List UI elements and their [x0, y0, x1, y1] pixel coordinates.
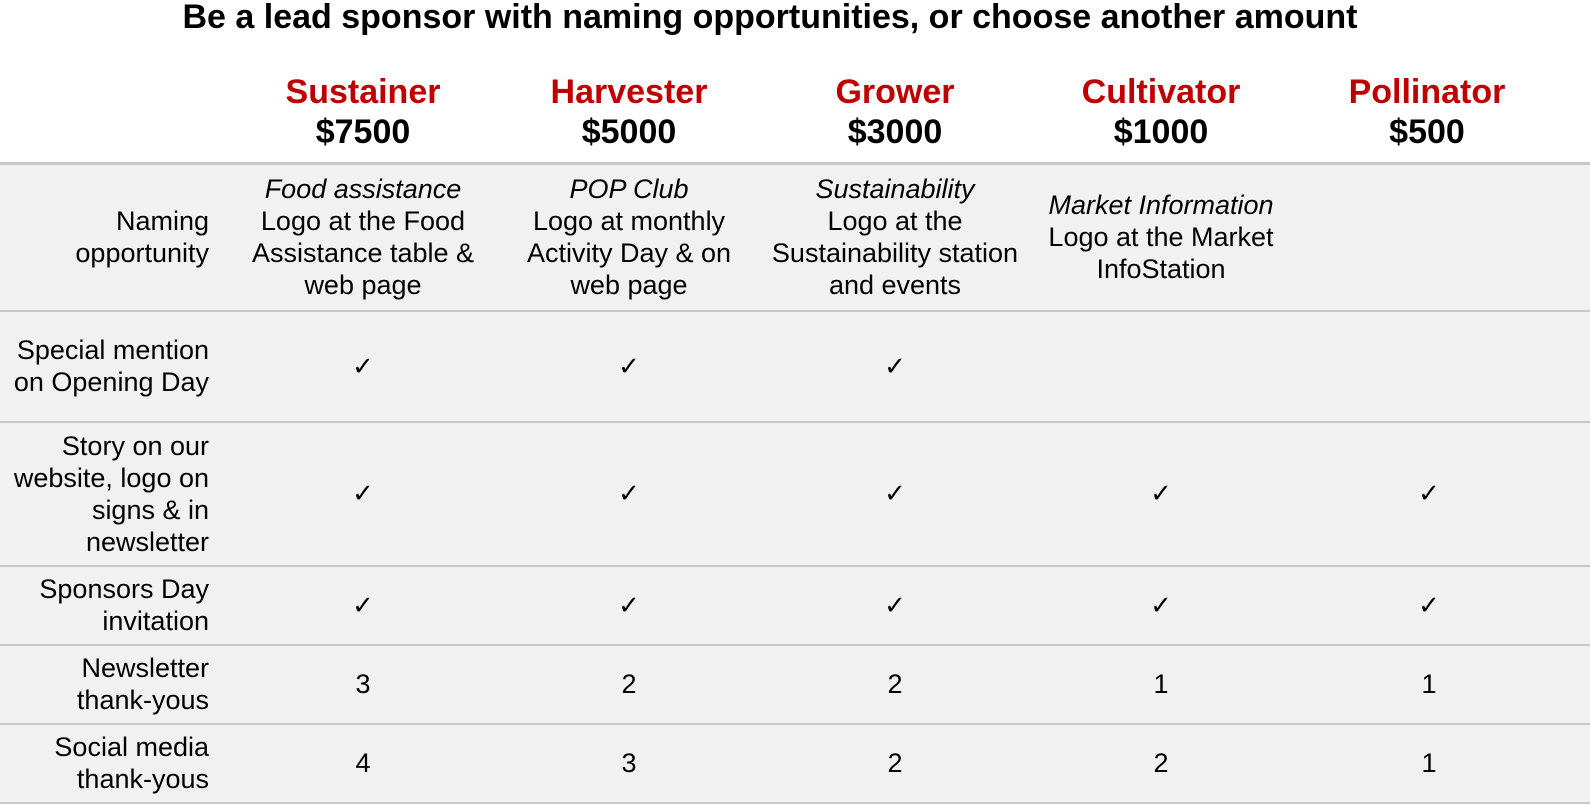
table-row-newsletter [0, 645, 1590, 724]
benefit-cell [1294, 422, 1590, 566]
check-icon: ✓ [884, 479, 906, 509]
tier-name: Pollinator [1348, 73, 1506, 111]
tier-header-pollinator [1294, 72, 1590, 164]
tier-price: $7500 [315, 113, 411, 151]
benefit-cell [230, 311, 496, 422]
tier-header-harvester [496, 72, 762, 164]
benefit-cell [230, 422, 496, 566]
row-label: Special mention on Opening Day [0, 311, 230, 422]
count-cell: 1 [1294, 645, 1590, 724]
count-cell: 3 [230, 645, 496, 724]
count-cell: 2 [762, 724, 1028, 803]
benefit-cell [1028, 566, 1294, 645]
row-label: Social media thank-yous [0, 724, 230, 803]
check-icon: ✓ [618, 590, 640, 621]
header-corner [0, 72, 230, 164]
naming-cell [1294, 164, 1590, 311]
tier-name: Sustainer [285, 73, 441, 111]
tier-price: $5000 [581, 113, 677, 151]
check-icon: ✓ [618, 479, 640, 509]
check-icon: ✓ [884, 590, 906, 621]
benefit-cell [1294, 566, 1590, 645]
check-icon: ✓ [352, 479, 374, 509]
tier-header-cultivator [1028, 72, 1294, 164]
benefit-cell [496, 422, 762, 566]
benefit-cell [762, 422, 1028, 566]
check-icon: ✓ [352, 351, 374, 382]
count-cell: 4 [230, 724, 496, 803]
tier-name: Harvester [550, 73, 708, 111]
check-icon: ✓ [1418, 590, 1440, 621]
check-icon: ✓ [352, 590, 374, 621]
naming-description: Logo at the Food Assistance table & web page [251, 206, 475, 301]
naming-description: Logo at monthly Activity Day & on web page [526, 206, 732, 301]
naming-program: Sustainability [815, 174, 975, 205]
check-icon: ✓ [1418, 479, 1440, 509]
naming-description: Logo at the Market InfoStation [1048, 222, 1274, 285]
benefit-cell [1028, 311, 1294, 422]
count-cell: 3 [496, 724, 762, 803]
count-cell: 2 [1028, 724, 1294, 803]
tier-price: $3000 [847, 113, 943, 151]
check-icon: ✓ [1150, 590, 1172, 621]
benefit-cell [762, 311, 1028, 422]
tier-header-sustainer [230, 72, 496, 164]
count-cell: 2 [762, 645, 1028, 724]
page-title: Be a lead sponsor with naming opportunities, or choose another amount [182, 0, 1358, 36]
benefit-cell [1294, 311, 1590, 422]
naming-cell [230, 164, 496, 311]
naming-cell [496, 164, 762, 311]
table-row-social-media [0, 724, 1590, 803]
check-icon: ✓ [1150, 479, 1172, 509]
naming-program: Food assistance [264, 174, 462, 205]
benefit-cell [230, 566, 496, 645]
naming-cell [762, 164, 1028, 311]
table-row-sponsors-day [0, 566, 1590, 645]
tier-name: Grower [835, 73, 955, 111]
tier-header-row [0, 72, 1590, 164]
row-label: Newsletter thank-yous [0, 645, 230, 724]
row-label: Story on our website, logo on signs & in newsletter [0, 422, 230, 566]
count-cell: 1 [1294, 724, 1590, 803]
benefit-cell [762, 566, 1028, 645]
check-icon: ✓ [884, 351, 906, 382]
row-label: Naming opportunity [0, 164, 230, 311]
naming-cell [1028, 164, 1294, 311]
naming-program: POP Club [569, 174, 689, 205]
table-row-special-mention [0, 311, 1590, 422]
benefit-cell [1028, 422, 1294, 566]
check-icon: ✓ [618, 351, 640, 382]
tier-header-grower [762, 72, 1028, 164]
count-cell: 2 [496, 645, 762, 724]
naming-description: Logo at the Sustainability station and events [771, 206, 1019, 301]
sponsorship-table [0, 72, 1590, 804]
benefit-cell [496, 311, 762, 422]
benefit-cell [496, 566, 762, 645]
table-row-story [0, 422, 1590, 566]
count-cell: 1 [1028, 645, 1294, 724]
tier-name: Cultivator [1081, 73, 1241, 111]
tier-price: $1000 [1113, 113, 1209, 151]
tier-price: $500 [1389, 113, 1465, 151]
table-row-naming-opportunity [0, 164, 1590, 311]
naming-program: Market Information [1048, 190, 1274, 221]
row-label: Sponsors Day invitation [0, 566, 230, 645]
